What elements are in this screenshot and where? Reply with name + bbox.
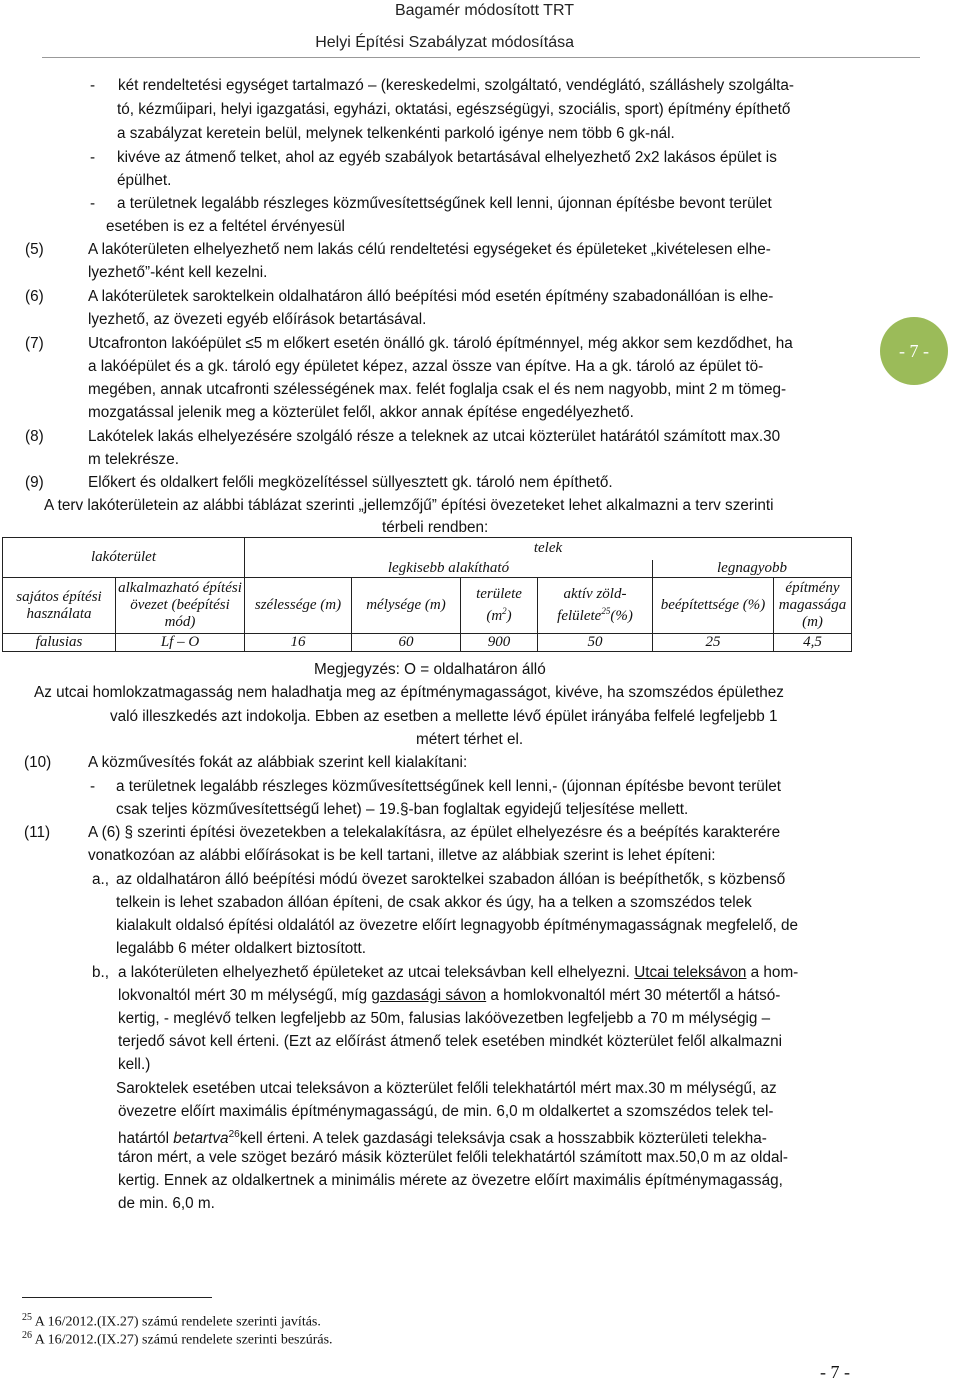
text-segment: határtól xyxy=(118,1130,174,1148)
header-aktiv-sup: 25 xyxy=(601,606,611,616)
footnote xyxy=(22,1328,333,1349)
header-aktiv-text: aktív zöld-felülete xyxy=(557,586,627,624)
header-sajatos: sajátos építési használata xyxy=(3,578,116,634)
text-line: Saroktelek esetében utcai teleksávon a közterület felőli telekhatártól mért max.30 m mélységű, az xyxy=(116,1080,777,1097)
header-alkalmazhato: alkalmazható építési övezet (beépítési mód) xyxy=(116,578,245,634)
text-line: kertig, - meglévő telken legfeljebb az 50m, falusias lakóövezetben legfeljebb a 70 m mélységig – xyxy=(118,1010,771,1027)
text-line: mozgatással jelenik meg a közterület felől, akkor annak építése engedélyezhető. xyxy=(88,404,634,421)
zoning-table xyxy=(2,537,852,652)
text-line: vonatkozóan az alábbi előírásokat is be kell tartani, illetve az alábbiak szerint is lehet építeni: xyxy=(88,847,716,864)
header-terulete-end: ) xyxy=(506,608,512,624)
text-segment: a homlokvonaltól mért 30 métertől a hátsó- xyxy=(486,987,781,1004)
table-cell: 900 xyxy=(461,634,538,652)
table-cell: Lf – O xyxy=(116,634,245,652)
text-line: lyezhető”-ként kell kezelni. xyxy=(88,264,268,281)
paragraph-number: (5) xyxy=(25,241,44,258)
header-magassag: építmény magassága (m) xyxy=(774,578,852,634)
header-lakoterulet: lakóterület xyxy=(3,538,245,578)
text-line: a területnek legalább részleges közművesítettségűnek kell lenni,- (újonnan építésbe bevont terület xyxy=(116,778,781,795)
item-label-a: a., xyxy=(92,871,110,888)
table-row xyxy=(3,634,852,652)
table-cell: 4,5 xyxy=(774,634,852,652)
underlined-term: Utcai teleksávon xyxy=(634,964,747,981)
text-line xyxy=(118,963,798,983)
underlined-term: gazdasági sávon xyxy=(371,987,487,1004)
header-telek: telek xyxy=(245,538,852,560)
paragraph-number: (7) xyxy=(25,335,44,352)
text-line: két rendeltetési egységet tartalmazó – (kereskedelmi, szolgáltató, vendéglátó, szálláshely szolgálta- xyxy=(118,77,794,94)
text-line: A lakóterületek saroktelkein oldalhatáron álló beépítési mód esetén építmény szabadonállóan is elhe- xyxy=(88,288,774,305)
bullet-marker: - xyxy=(90,778,96,795)
text-line: övezetre előírt maximális építménymagasságú, de min. 6,0 m oldalkertet a szomszédos telek tel- xyxy=(118,1103,774,1120)
text-line xyxy=(118,986,780,1006)
footnote-text: A 16/2012.(IX.27) számú rendelete szerinti beszúrás. xyxy=(34,1332,333,1348)
footnote-text: A 16/2012.(IX.27) számú rendelete szerinti javítás. xyxy=(34,1314,321,1330)
text-line: A közművesítés fokát az alábbiak szerint kell kialakítani: xyxy=(88,754,468,771)
text-line: kertig. Ennek az oldalkertnek a minimális mérete az övezetre előírt maximális építménymagasság, xyxy=(118,1172,783,1189)
text-line xyxy=(118,1125,767,1149)
text-line: Utcafronton lakóépület ≤5 m előkert esetén önálló gk. tároló építménnyel, még akkor sem kezdődhet, ha xyxy=(88,335,793,352)
text-line: A (6) § szerinti építési övezetekben a telekalakításra, az épület elhelyezésre és a beépítés karakterére xyxy=(88,824,781,841)
text-line: tó, kézműipari, helyi igazgatási, egyházi, oktatási, egészségügyi, szociális, sport) építmény építhető xyxy=(117,101,791,118)
table-cell: 50 xyxy=(538,634,653,652)
header-legkisebb: legkisebb alakítható xyxy=(245,560,653,578)
document-subtitle: Helyi Építési Szabályzat módosítása xyxy=(315,34,574,51)
footnote-ref[interactable]: 26 xyxy=(228,1129,240,1140)
text-line: terjedő sávot kell érteni. (Ezt az előírást átmenő telek esetében mindkét közterület felől alkalmazni xyxy=(118,1033,783,1050)
text-line: Előkert és oldalkert felőli megközelítéssel süllyesztett gk. tároló nem építhető. xyxy=(88,474,613,491)
paragraph-number: (9) xyxy=(25,474,44,491)
bullet-marker: - xyxy=(90,77,96,94)
header-melyseg: mélysége (m) xyxy=(352,578,461,634)
text-line: a szabályzat keretein belül, melynek telkenkénti parkoló igénye nem több 6 gk-nál. xyxy=(117,125,675,142)
table-intro-line: A terv lakóterületein az alábbi táblázat szerinti „jellemzőjű” építési övezeteket lehet alkalmazni a terv szerinti xyxy=(44,497,774,514)
table-cell: falusias xyxy=(3,634,116,652)
paragraph-number: (8) xyxy=(25,428,44,445)
text-line: kivéve az átmenő telket, ahol az egyéb szabályok betartásával elhelyezhető 2x2 lakásos épület is xyxy=(117,149,777,166)
header-aktiv-end: (%) xyxy=(610,608,633,624)
text-line: A lakóterületen elhelyezhető nem lakás célú rendeltetési egységeket és épületeket „kivételesen elhe- xyxy=(88,241,771,258)
text-segment: a lakóterületen elhelyezhető épületeket az utcai teleksávban kell elhelyezni. xyxy=(118,964,635,981)
table-cell: 60 xyxy=(352,634,461,652)
text-line: telkein is lehet szabadon állóan építeni, de csak akkor és úgy, ha a telken a szomszédos telek xyxy=(116,894,752,911)
text-line: megében, annak utcafronti szélességének max. felét foglalja csak el és nem nagyobb, mint 2 m tömeg- xyxy=(88,381,787,398)
text-line: m telekrésze. xyxy=(88,451,179,468)
text-line: Lakótelek lakás elhelyezésére szolgáló része a teleknek az utcai közterület határától számított max.30 xyxy=(88,428,781,445)
footnote-number: 25 xyxy=(22,1312,32,1323)
bullet-marker: - xyxy=(90,149,96,166)
header-aktiv xyxy=(538,578,653,634)
header-terulete xyxy=(461,578,538,634)
header-szelesseg: szélessége (m) xyxy=(245,578,352,634)
table-note: Megjegyzés: O = oldalhatáron álló xyxy=(314,661,546,678)
text-line: esetében is ez a feltétel érvényesül xyxy=(106,218,345,235)
text-line: a területnek legalább részleges közművesítettségűnek kell lenni, újonnan építésbe bevont terület xyxy=(117,195,772,212)
footnote-number: 26 xyxy=(22,1330,32,1341)
header-divider xyxy=(42,57,920,58)
text-line: legalább 6 méter oldalkert biztosított. xyxy=(116,940,366,957)
text-line: de min. 6,0 m. xyxy=(118,1195,215,1212)
item-label-b: b., xyxy=(92,964,110,981)
text-line: métert térhet el. xyxy=(416,731,524,748)
text-line: épülhet. xyxy=(117,172,172,189)
page-number: - 7 - xyxy=(820,1362,850,1382)
footnote-divider xyxy=(22,1297,212,1298)
text-segment: a hom- xyxy=(746,964,799,981)
text-segment: lokvonaltól mért 30 m mélységű, míg xyxy=(118,987,372,1004)
text-segment: kell érteni. A telek gazdasági teleksávja csak a hosszabbik közterületi telekha- xyxy=(239,1130,767,1148)
text-line: az oldalhatáron álló beépítési módú övezet saroktelkei szabadon állóan is beépíthetők, s közbenső xyxy=(116,871,786,888)
text-line: Az utcai homlokzatmagasság nem haladhatja meg az építménymagasságot, kivéve, ha szomszédos épülethez xyxy=(34,684,784,701)
text-line: való illeszkedés azt indokolja. Ebben az esetben a mellette lévő épület irányába felfelé legfeljebb 1 xyxy=(110,708,778,725)
text-line: táron mért, a vele szöget bezáró másik közterület felőli telekhatártól számított max.50,0 m az oldal- xyxy=(118,1149,788,1166)
header-terulete-text: területe (m xyxy=(476,586,522,624)
text-line: kialakult oldalsó építési oldalától az övezetre előírt legnagyobb építménymagasságnak megfelelő, de xyxy=(116,917,798,934)
paragraph-number: (10) xyxy=(24,754,52,771)
table-cell: 16 xyxy=(245,634,352,652)
paragraph-number: (6) xyxy=(25,288,44,305)
page-number-badge: - 7 - xyxy=(880,317,948,385)
document-title: Bagamér módosított TRT xyxy=(394,2,574,19)
text-line: kell.) xyxy=(118,1056,151,1073)
italic-term: betartva xyxy=(173,1130,229,1148)
bullet-marker: - xyxy=(90,195,96,212)
table-intro-line: térbeli rendben: xyxy=(382,519,489,536)
header-legnagyobb: legnagyobb xyxy=(653,560,852,578)
header-terulete-sup: 2 xyxy=(502,606,507,616)
header-beepitettseg: beépítettsége (%) xyxy=(653,578,774,634)
text-line: a lakóépület és a gk. tároló egy épületet képez, azzal össze van építve. Ha a gk. tároló az épület tö- xyxy=(88,358,764,375)
paragraph-number: (11) xyxy=(24,824,51,841)
table-cell: 25 xyxy=(653,634,774,652)
text-line: lyezhető, az övezeti egyéb előírások betartásával. xyxy=(88,311,427,328)
text-line: csak teljes közművesítettségű lehet) – 19.§-ban foglaltak egyidejű teljesítése mellett. xyxy=(116,801,689,818)
